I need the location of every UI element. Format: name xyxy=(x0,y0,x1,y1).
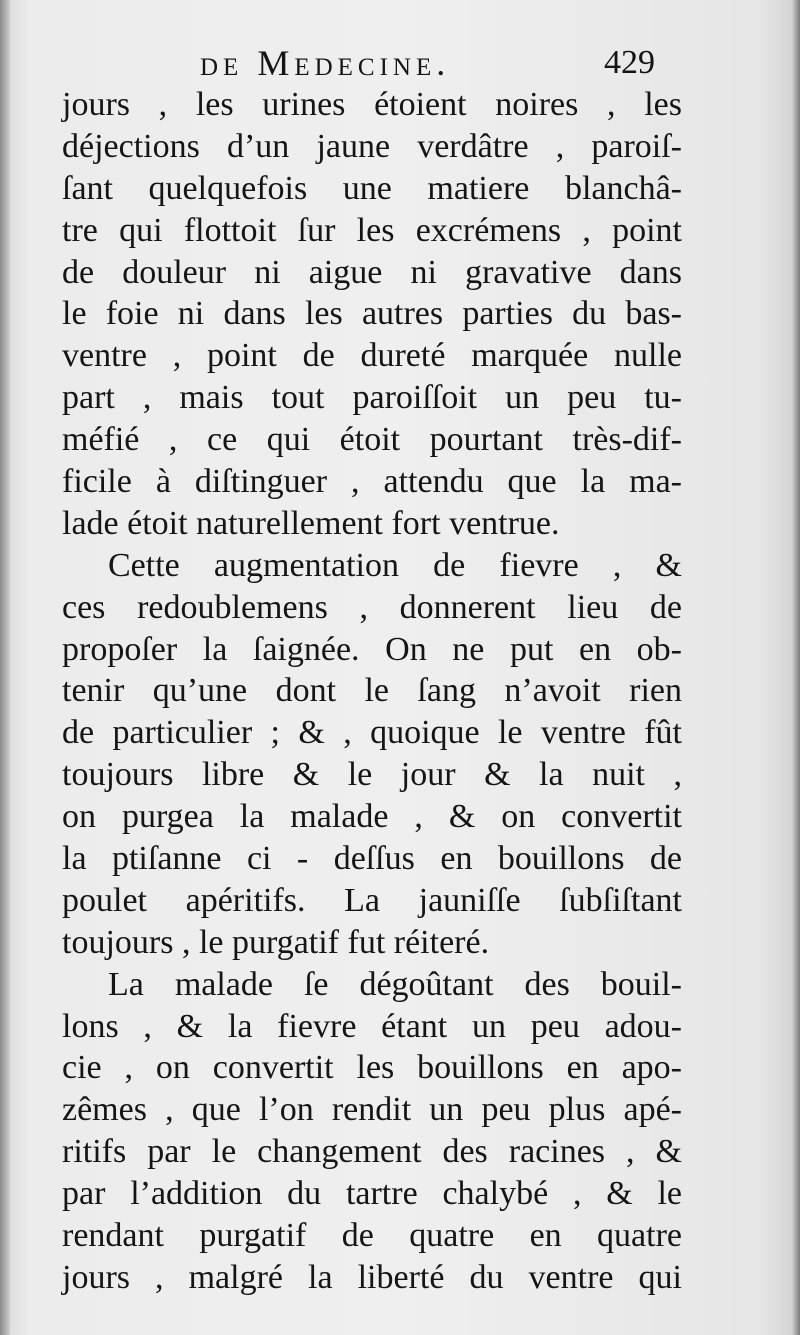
text-line: toujours libre & le jour & la nuit , xyxy=(62,756,682,794)
running-title: de Medecine. xyxy=(200,43,451,83)
paragraph-start-line: La malade ſe dégoûtant des bouil- xyxy=(108,965,682,1003)
text-line: déjections d’un jaune verdâtre , paroiſ- xyxy=(62,127,682,165)
page-binding-edge xyxy=(0,0,10,1335)
text-line: ventre , point de dureté marquée nulle xyxy=(62,337,682,375)
page-outer-edge xyxy=(792,0,800,1335)
text-line: de particulier ; & , quoique le ventre fût xyxy=(62,714,682,752)
text-line: poulet apéritifs. La jauniſſe ſubſiſtant xyxy=(62,881,682,919)
body-text xyxy=(62,84,682,1299)
text-line: ſant quelquefois une matiere blanchâ- xyxy=(62,169,682,207)
text-line: cie , on convertit les bouillons en apo- xyxy=(62,1049,682,1087)
text-line: tenir qu’une dont le ſang n’avoit rien xyxy=(62,672,682,710)
text-line: de douleur ni aigue ni gravative dans xyxy=(62,253,682,291)
text-line: tre qui flottoit ſur les excrémens , point xyxy=(62,211,682,249)
text-line: la ptiſanne ci - deſſus en bouillons de xyxy=(62,840,682,878)
page-number: 429 xyxy=(604,44,655,81)
text-line: méfié , ce qui étoit pourtant très-dif- xyxy=(62,421,682,459)
text-line: part , mais tout paroiſſoit un peu tu- xyxy=(62,379,682,417)
text-line: jours , les urines étoient noires , les xyxy=(62,86,682,123)
text-line: propoſer la ſaignée. On ne put en ob- xyxy=(62,630,682,668)
text-line: ces redoublemens , donnerent lieu de xyxy=(62,588,682,626)
text-line: par l’addition du tartre chalybé , & le xyxy=(62,1175,682,1213)
paragraph-start-line: Cette augmentation de fievre , & xyxy=(108,546,682,584)
paragraph-end-line: lade étoit naturellement fort ventrue. xyxy=(62,504,560,542)
paragraph-end-line: toujours , le purgatif fut réiteré. xyxy=(62,923,490,961)
text-line: lons , & la fievre étant un peu adou- xyxy=(62,1007,682,1045)
text-line: jours , malgré la liberté du ventre qui xyxy=(62,1258,682,1296)
text-line: rendant purgatif de quatre en quatre xyxy=(62,1217,682,1255)
text-line: zêmes , que l’on rendit un peu plus apé- xyxy=(62,1091,682,1129)
text-line: ficile à diſtinguer , attendu que la ma- xyxy=(62,463,682,501)
text-line: on purgea la malade , & on convertit xyxy=(62,798,682,836)
text-line: le foie ni dans les autres parties du bas- xyxy=(62,295,682,333)
text-line: ritifs par le changement des racines , & xyxy=(62,1133,682,1171)
page-header xyxy=(200,42,680,86)
